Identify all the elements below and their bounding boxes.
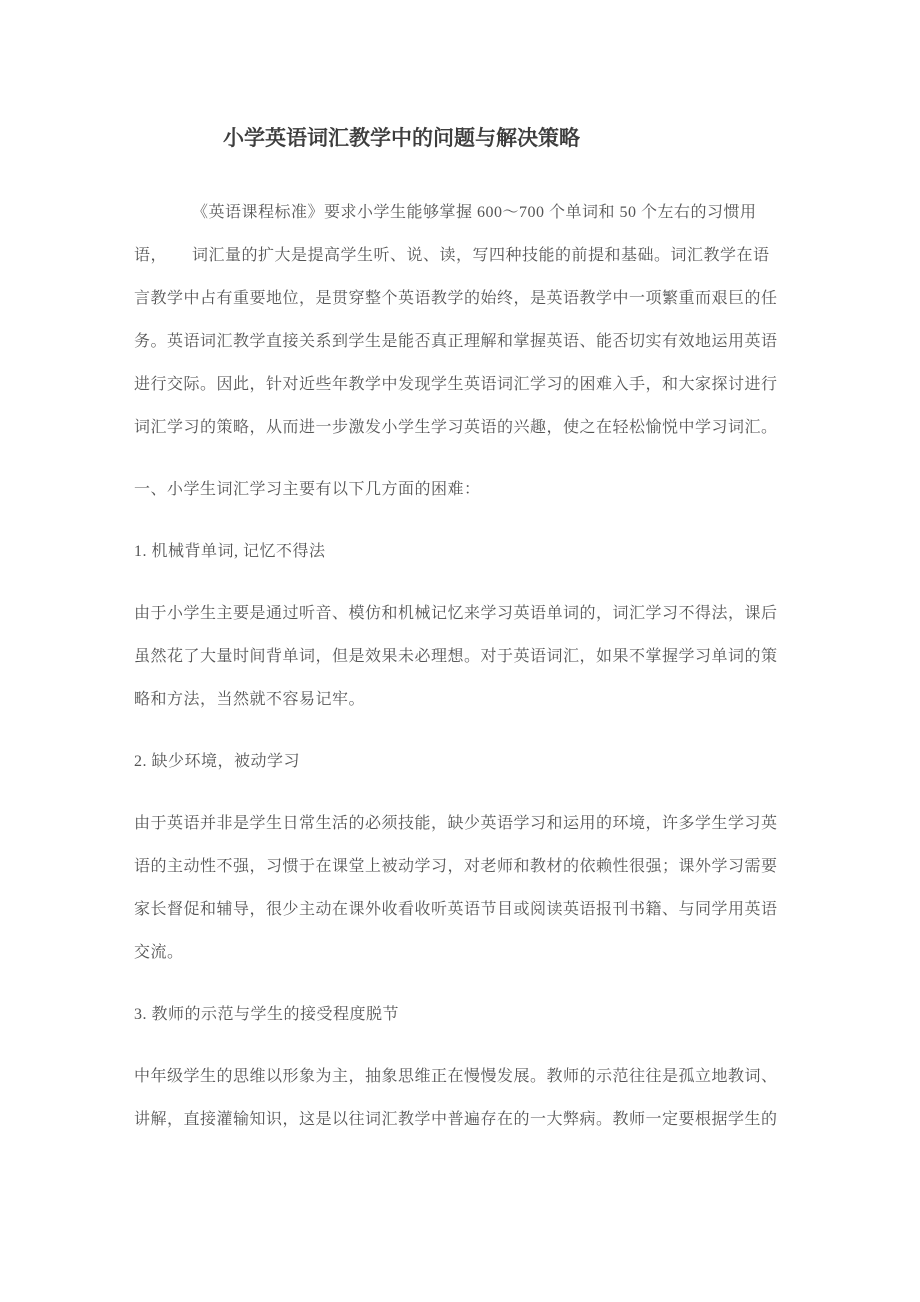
intro-paragraph [134,191,800,449]
difficulty-3-paragraph [134,1055,800,1141]
text-line: 略和方法，当然就不容易记牢。 [134,691,366,708]
text-line: 进行交际。因此，针对近些年教学中发现学生英语词汇学习的困难入手，和大家探讨进行 [134,376,778,393]
text-line: 1. 机械背单词, 记忆不得法 [134,543,326,560]
text-line: 中年级学生的思维以形象为主，抽象思维正在慢慢发展。教师的示范往往是孤立地教词、 [134,1068,778,1085]
text-line: 2. 缺少环境，被动学习 [134,753,301,770]
text-line: 交流。 [134,944,184,961]
difficulty-1-heading [134,530,800,573]
difficulty-1-paragraph [134,592,800,721]
section-1-heading [134,468,800,511]
document-title: 小学英语词汇教学中的问题与解决策略 [223,127,580,150]
text-line: 一、小学生词汇学习主要有以下几方面的困难： [134,481,481,498]
text-line: 虽然花了大量时间背单词，但是效果未必理想。对于英语词汇，如果不掌握学习单词的策 [134,648,778,665]
text-line: 讲解，直接灌输知识，这是以往词汇教学中普遍存在的一大弊病。教师一定要根据学生的 [134,1111,778,1128]
document-body [134,191,800,1141]
text-line: 语的主动性不强，习惯于在课堂上被动学习，对老师和教材的依赖性很强；课外学习需要 [134,858,778,875]
text-line: 《英语课程标准》要求小学生能够掌握 600～700 个单词和 50 个左右的习惯用 [134,204,757,221]
text-line: 3. 教师的示范与学生的接受程度脱节 [134,1006,400,1023]
difficulty-3-heading [134,993,800,1036]
difficulty-2-paragraph [134,802,800,974]
text-line: 由于英语并非是学生日常生活的必须技能，缺少英语学习和运用的环境，许多学生学习英 [134,815,778,832]
text-line: 由于小学生主要是通过听音、模仿和机械记忆来学习英语单词的，词汇学习不得法，课后 [134,605,778,622]
text-line: 务。英语词汇教学直接关系到学生是能否真正理解和掌握英语、能否切实有效地运用英语 [134,333,778,350]
text-line: 词汇学习的策略，从而进一步激发小学生学习英语的兴趣，使之在轻松愉悦中学习词汇。 [134,419,778,436]
text-line: 家长督促和辅导，很少主动在课外收看收听英语节目或阅读英语报刊书籍、与同学用英语 [134,901,778,918]
text-line: 言教学中占有重要地位，是贯穿整个英语教学的始终，是英语教学中一项繁重而艰巨的任 [134,290,778,307]
text-line: 语， 词汇量的扩大是提高学生听、说、读，写四种技能的前提和基础。词汇教学在语 [134,247,770,264]
difficulty-2-heading [134,740,800,783]
